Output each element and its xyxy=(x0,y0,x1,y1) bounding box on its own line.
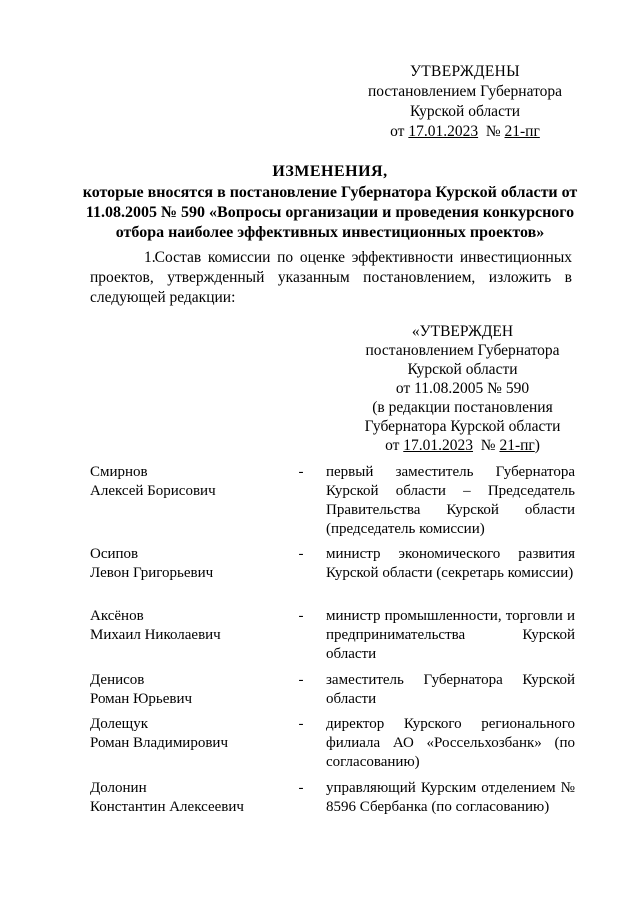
approval-line: постановлением Губернатора xyxy=(367,83,563,100)
approval-line: Курской области xyxy=(407,361,518,378)
approval-line: от 11.08.2005 № 590 xyxy=(395,380,530,397)
approval-date: 17.01.2023 xyxy=(403,437,474,454)
approval-date: 17.01.2023 xyxy=(408,123,479,140)
number-prefix: № xyxy=(485,123,501,140)
approval-heading: «УТВЕРЖДЕН xyxy=(411,323,514,340)
member-name xyxy=(90,463,290,501)
member-dash: - xyxy=(298,672,304,688)
member-given-names: Левон Григорьевич xyxy=(90,565,214,581)
approval-heading: УТВЕРЖДЕНЫ xyxy=(410,63,520,80)
member-given-names: Михаил Николаевич xyxy=(90,627,221,643)
approval-line: Губернатора Курской области xyxy=(364,418,561,435)
member-position: министр промышленности, торговли и предпринимательства Курской области xyxy=(326,608,575,662)
member-name xyxy=(90,545,290,583)
member-name xyxy=(90,671,290,709)
member-dash: - xyxy=(298,780,304,796)
approval-line: Курской области xyxy=(409,103,521,120)
member-surname: Аксёнов xyxy=(90,608,144,624)
closing-paren: ) xyxy=(534,437,540,454)
member-position: министр экономического развития Курской области (секретарь комиссии) xyxy=(326,546,575,581)
member-surname: Смирнов xyxy=(90,464,148,480)
approval-line: постановлением Губернатора xyxy=(365,342,560,359)
member-given-names: Роман Владимирович xyxy=(90,735,228,751)
member-surname: Осипов xyxy=(90,546,139,562)
member-dash: - xyxy=(298,464,304,480)
member-given-names: Роман Юрьевич xyxy=(90,691,193,707)
document-title xyxy=(60,162,600,243)
member-surname: Долонин xyxy=(90,780,147,796)
member-position: заместитель Губернатора Курской области xyxy=(326,672,575,707)
member-given-names: Константин Алексеевич xyxy=(90,799,244,815)
composition-approval-stamp xyxy=(345,322,580,455)
member-position: управляющий Курским отделением № 8596 Сбербанка (по согласованию) xyxy=(326,780,575,815)
paragraph-number: 1. xyxy=(144,249,156,266)
approval-date-line xyxy=(345,436,580,455)
member-name xyxy=(90,715,290,753)
member-dash: - xyxy=(298,608,304,624)
member-position: директор Курского регионального филиала АО «Россельхозбанк» (по согласованию) xyxy=(326,716,575,770)
member-dash: - xyxy=(298,546,304,562)
member-position: первый заместитель Губернатора Курской области – Председатель Правительства Курской области (председатель комиссии) xyxy=(326,464,575,537)
member-given-names: Алексей Борисович xyxy=(90,483,216,499)
approval-line: (в редакции постановления xyxy=(372,399,553,416)
paragraph-text: Состав комиссии по оценке эффективности инвестиционных проектов, утвержденный указанным постановлением, изложить в следующей редакции: xyxy=(90,249,573,306)
date-prefix: от xyxy=(390,123,405,140)
title-subtitle: которые вносятся в постановление Губернатора Курской области от 11.08.2005 № 590 «Вопросы организации и проведения конкурсного отбора наиболее эффективных инвестиционных проектов» xyxy=(82,184,578,241)
approval-stamp xyxy=(360,62,570,142)
date-prefix: от xyxy=(385,437,400,454)
approval-date-line xyxy=(360,122,570,142)
member-surname: Долещук xyxy=(90,716,149,732)
approval-number: 21-пг xyxy=(504,123,540,140)
member-name xyxy=(90,607,290,645)
approval-number: 21-пг xyxy=(499,437,535,454)
title-heading: ИЗМЕНЕНИЯ, xyxy=(272,163,388,180)
number-prefix: № xyxy=(480,437,496,454)
member-dash: - xyxy=(298,716,304,732)
paragraph-1 xyxy=(90,248,572,308)
member-name xyxy=(90,779,290,817)
member-surname: Денисов xyxy=(90,672,145,688)
